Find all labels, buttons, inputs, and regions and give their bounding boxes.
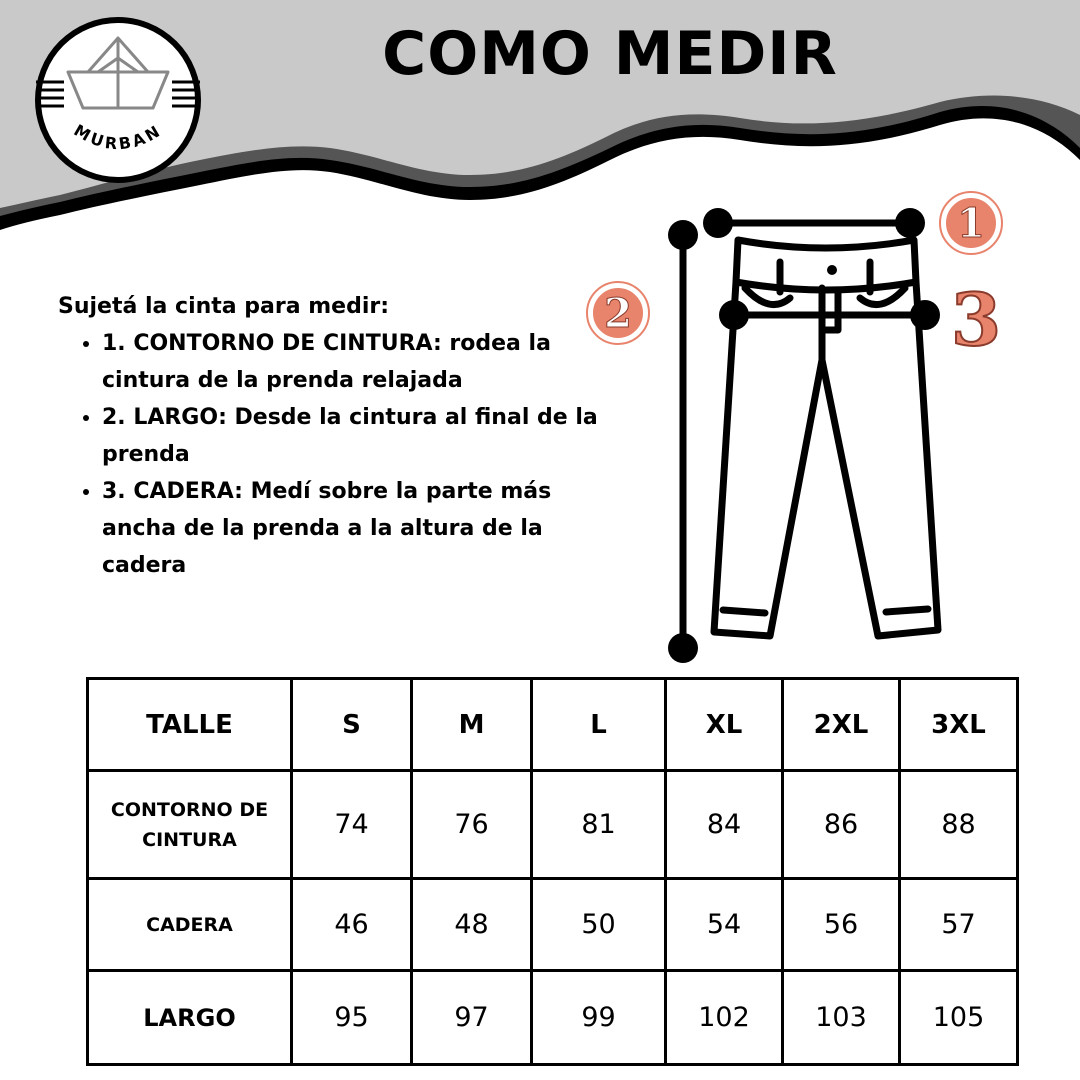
header-cell-size: M: [412, 679, 532, 771]
table-row: [88, 971, 1018, 1065]
table-cell: 97: [412, 971, 532, 1065]
table-cell: 88: [900, 771, 1018, 879]
table-cell: 56: [783, 879, 900, 971]
table-cell: 50: [532, 879, 666, 971]
table-row: [88, 879, 1018, 971]
table-row: [88, 771, 1018, 879]
header-cell-size: 2XL: [783, 679, 900, 771]
pants-measurement-diagram: [580, 180, 1060, 680]
row-label-largo: LARGO: [88, 971, 292, 1065]
instruction-item: • 1. CONTORNO DE CINTURA: rodea la cintura de la prenda relajada: [102, 325, 598, 399]
table-cell: 95: [292, 971, 412, 1065]
header-cell-size: 3XL: [900, 679, 1018, 771]
row-label-cintura: CONTORNO DE CINTURA: [88, 771, 292, 879]
table-cell: 57: [900, 879, 1018, 971]
table-cell: 103: [783, 971, 900, 1065]
table-header-row: [88, 679, 1018, 771]
table-cell: 105: [900, 971, 1018, 1065]
table-cell: 74: [292, 771, 412, 879]
page-title: COMO MEDIR: [382, 19, 838, 89]
brand-name: MURBAN: [70, 120, 166, 154]
header-cell-size: L: [532, 679, 666, 771]
table-cell: 84: [666, 771, 783, 879]
marker-3-label: 3: [950, 277, 1002, 362]
marker-3-icon: [951, 277, 1001, 362]
table-cell: 99: [532, 971, 666, 1065]
header-cell-size: S: [292, 679, 412, 771]
instructions: [58, 288, 598, 584]
pants-icon: [714, 240, 938, 636]
table-cell: 81: [532, 771, 666, 879]
murban-logo: [28, 10, 208, 190]
table-cell: 54: [666, 879, 783, 971]
instructions-intro: Sujetá la cinta para medir:: [58, 294, 390, 319]
instruction-item: • 2. LARGO: Desde la cintura al final de la prenda: [102, 399, 598, 473]
table-cell: 48: [412, 879, 532, 971]
header-cell-talle: TALLE: [88, 679, 292, 771]
table-cell: 76: [412, 771, 532, 879]
row-label-cadera: CADERA: [88, 879, 292, 971]
instructions-list: [58, 325, 598, 584]
table-cell: 102: [666, 971, 783, 1065]
size-table: [86, 677, 1019, 1066]
marker-2-label: 2: [604, 290, 632, 337]
table-cell: 86: [783, 771, 900, 879]
marker-1-icon: [940, 192, 1002, 254]
table-cell: 46: [292, 879, 412, 971]
instruction-item: • 3. CADERA: Medí sobre la parte más ancha de la prenda a la altura de la cadera: [102, 473, 598, 584]
marker-1-label: 1: [957, 200, 985, 247]
marker-2-icon: [587, 282, 649, 344]
header-cell-size: XL: [666, 679, 783, 771]
